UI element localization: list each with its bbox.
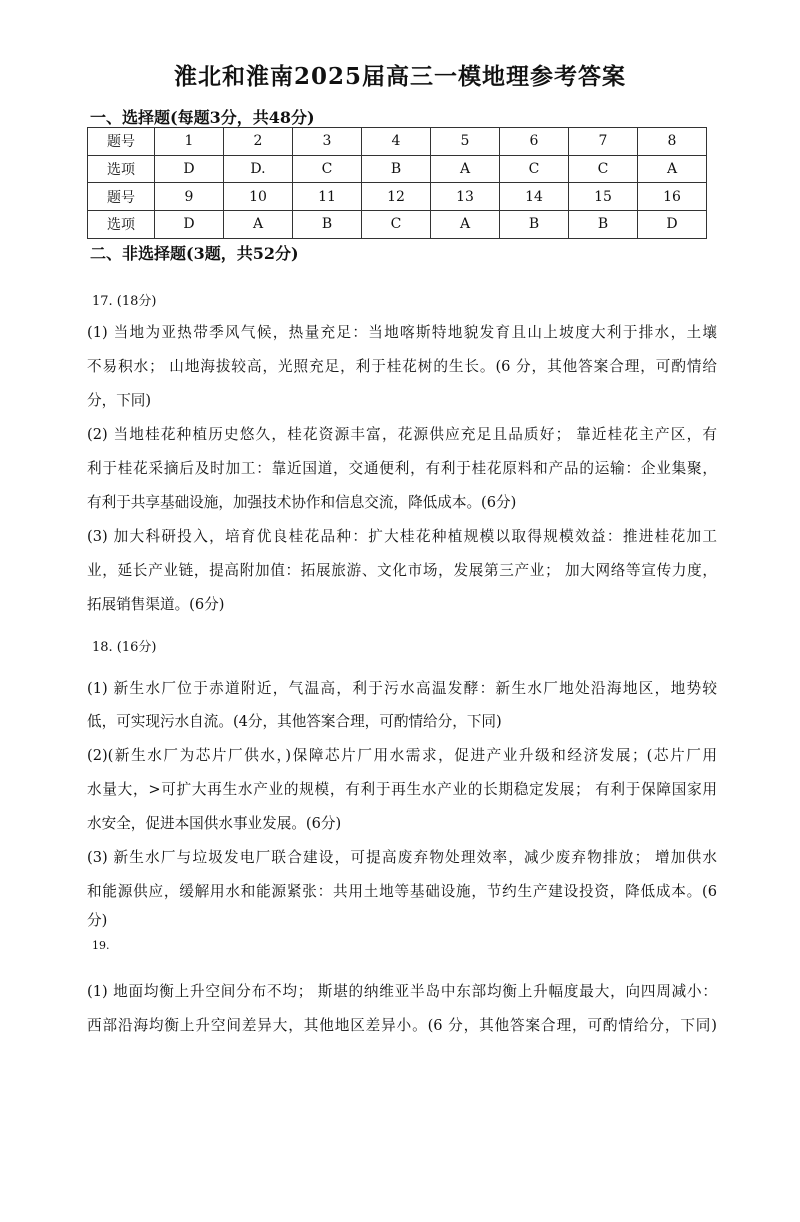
answer-cell: 8 xyxy=(638,128,707,156)
answer-cell: 3 xyxy=(293,128,362,156)
answer-cell: 11 xyxy=(293,183,362,211)
table-row xyxy=(88,155,707,183)
document-title: 淮北和淮南2025届高三一模地理参考答案 xyxy=(173,63,626,90)
answer-cell: 16 xyxy=(638,183,707,211)
answer-cell: B xyxy=(569,211,638,239)
row-header-cell: 题号 xyxy=(88,128,155,156)
answer-cell: C xyxy=(500,155,569,183)
answer-line: 和能源供应，缓解用水和能源紧张：共用土地等基础设施，节约生产建设投资，降低成本。(6 xyxy=(87,883,717,900)
answer-line: (1) 地面均衡上升空间分布不均； 斯堪的纳维亚半岛中东部均衡上升幅度最大，向四周减小： xyxy=(87,983,717,1000)
answer-line: (2) 当地桂花种植历史悠久，桂花资源丰富，花源供应充足且品质好； 靠近桂花主产区，有 xyxy=(87,426,717,443)
answer-cell: C xyxy=(293,155,362,183)
answer-cell: B xyxy=(293,211,362,239)
answer-cell: 15 xyxy=(569,183,638,211)
answer-line: 拓展销售渠道。(6分) xyxy=(87,596,225,613)
question-17-label: 17. (18分) xyxy=(92,294,157,309)
answer-cell: 10 xyxy=(224,183,293,211)
answer-cell: D xyxy=(155,155,224,183)
answer-cell: 6 xyxy=(500,128,569,156)
answer-cell: A xyxy=(431,211,500,239)
answer-cell: B xyxy=(362,155,431,183)
answer-line: (3) 新生水厂与垃圾发电厂联合建设，可提高废弃物处理效率，减少废弃物排放； 增加供水 xyxy=(87,849,717,866)
table-row xyxy=(88,128,707,156)
answer-line: 低，可实现污水自流。(4分，其他答案合理，可酌情给分，下同) xyxy=(87,713,502,730)
answer-line: 利于桂花采摘后及时加工：靠近国道，交通便利，有利于桂花原料和产品的运输：企业集聚， xyxy=(87,460,717,477)
answer-cell: 14 xyxy=(500,183,569,211)
answer-cell: 9 xyxy=(155,183,224,211)
answer-cell: B xyxy=(500,211,569,239)
answer-cell: A xyxy=(224,211,293,239)
answer-cell: 12 xyxy=(362,183,431,211)
answer-cell: A xyxy=(638,155,707,183)
answer-line: 西部沿海均衡上升空间差异大，其他地区差异小。(6 分，其他答案合理，可酌情给分，下同) xyxy=(87,1017,717,1034)
table-row xyxy=(88,211,707,239)
answer-line: (1) 当地为亚热带季风气候，热量充足：当地喀斯特地貌发育且山上坡度大利于排水，土壤 xyxy=(87,324,717,341)
answer-cell: 1 xyxy=(155,128,224,156)
answer-line: (1) 新生水厂位于赤道附近，气温高，利于污水高温发酵：新生水厂地处沿海地区，地势较 xyxy=(87,680,717,697)
row-header-cell: 题号 xyxy=(88,183,155,211)
table-row xyxy=(88,183,707,211)
answer-cell: C xyxy=(362,211,431,239)
answer-cell: A xyxy=(431,155,500,183)
question-18-label: 18. (16分) xyxy=(92,640,157,655)
answer-cell: C xyxy=(569,155,638,183)
answer-cell: 7 xyxy=(569,128,638,156)
answer-cell: D xyxy=(638,211,707,239)
answer-line: 有利于共享基础设施，加强技术协作和信息交流，降低成本。(6分) xyxy=(87,494,517,511)
answer-line: 水安全，促进本国供水事业发展。(6分) xyxy=(87,815,342,832)
answer-line: 水量大，>可扩大再生水产业的规模，有利于再生水产业的长期稳定发展； 有利于保障国家用 xyxy=(87,781,717,798)
question-19-label: 19. xyxy=(92,939,110,952)
answer-cell: D xyxy=(155,211,224,239)
row-header-cell: 选项 xyxy=(88,155,155,183)
answer-line: 分，下同) xyxy=(87,392,152,409)
answer-table xyxy=(87,127,707,239)
answer-line: 分) xyxy=(87,912,108,929)
answer-line: (3) 加大科研投入，培育优良桂花品种：扩大桂花种植规模以取得规模效益：推进桂花加工 xyxy=(87,528,717,545)
section-2-heading: 二、非选择题(3题，共52分) xyxy=(90,244,299,263)
answer-line: (2)(新生水厂为芯片厂供水，)保障芯片厂用水需求，促进产业升级和经济发展；(芯片厂用 xyxy=(87,747,717,764)
answer-line: 不易积水； 山地海拔较高，光照充足，利于桂花树的生长。(6 分，其他答案合理，可酌情给 xyxy=(87,358,717,375)
row-header-cell: 选项 xyxy=(88,211,155,239)
answer-cell: 13 xyxy=(431,183,500,211)
answer-cell: 2 xyxy=(224,128,293,156)
answer-line: 业，延长产业链，提高附加值：拓展旅游、文化市场，发展第三产业； 加大网络等宣传力度， xyxy=(87,562,717,579)
answer-cell: 4 xyxy=(362,128,431,156)
section-1-heading: 一、选择题(每题3分，共48分) xyxy=(90,108,315,127)
answer-cell: D. xyxy=(224,155,293,183)
answer-cell: 5 xyxy=(431,128,500,156)
